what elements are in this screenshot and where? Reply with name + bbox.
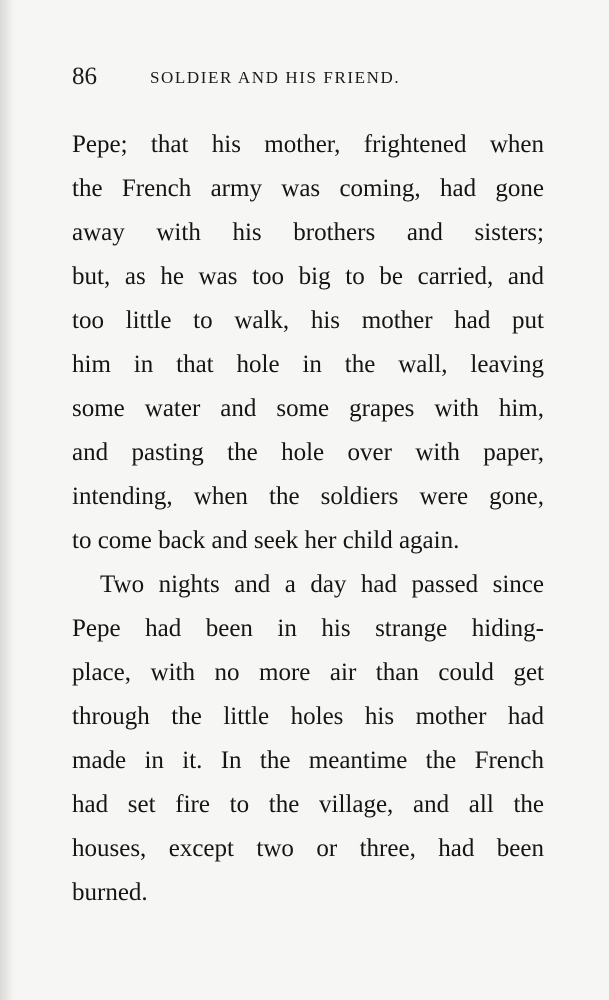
text-line: too little to walk, his mother had put <box>72 307 544 334</box>
text-line: houses, except two or three, had been <box>72 835 544 862</box>
body-text <box>72 130 544 922</box>
text-line: to come back and seek her child again. <box>72 527 460 554</box>
text-line: Pepe had been in his strange hiding- <box>72 615 544 642</box>
text-line: burned. <box>72 879 148 906</box>
text-line: intending, when the soldiers were gone, <box>72 483 544 510</box>
page-number: 86 <box>72 63 97 90</box>
paragraph-start-line: Two nights and a day had passed since <box>100 571 544 598</box>
spine-shadow <box>0 0 14 1000</box>
text-line: the French army was coming, had gone <box>72 175 544 202</box>
text-line: some water and some grapes with him, <box>72 395 544 422</box>
text-line: Pepe; that his mother, frightened when <box>72 131 544 158</box>
text-line: had set fire to the village, and all the <box>72 791 544 818</box>
text-line: and pasting the hole over with paper, <box>72 439 544 466</box>
text-line: through the little holes his mother had <box>72 703 544 730</box>
text-line: place, with no more air than could get <box>72 659 544 686</box>
text-line: made in it. In the meantime the French <box>72 747 544 774</box>
text-line: him in that hole in the wall, leaving <box>72 351 544 378</box>
text-line: away with his brothers and sisters; <box>72 219 544 246</box>
page-header <box>72 62 542 92</box>
running-head: SOLDIER AND HIS FRIEND. <box>150 68 401 87</box>
text-line: but, as he was too big to be carried, and <box>72 263 544 290</box>
